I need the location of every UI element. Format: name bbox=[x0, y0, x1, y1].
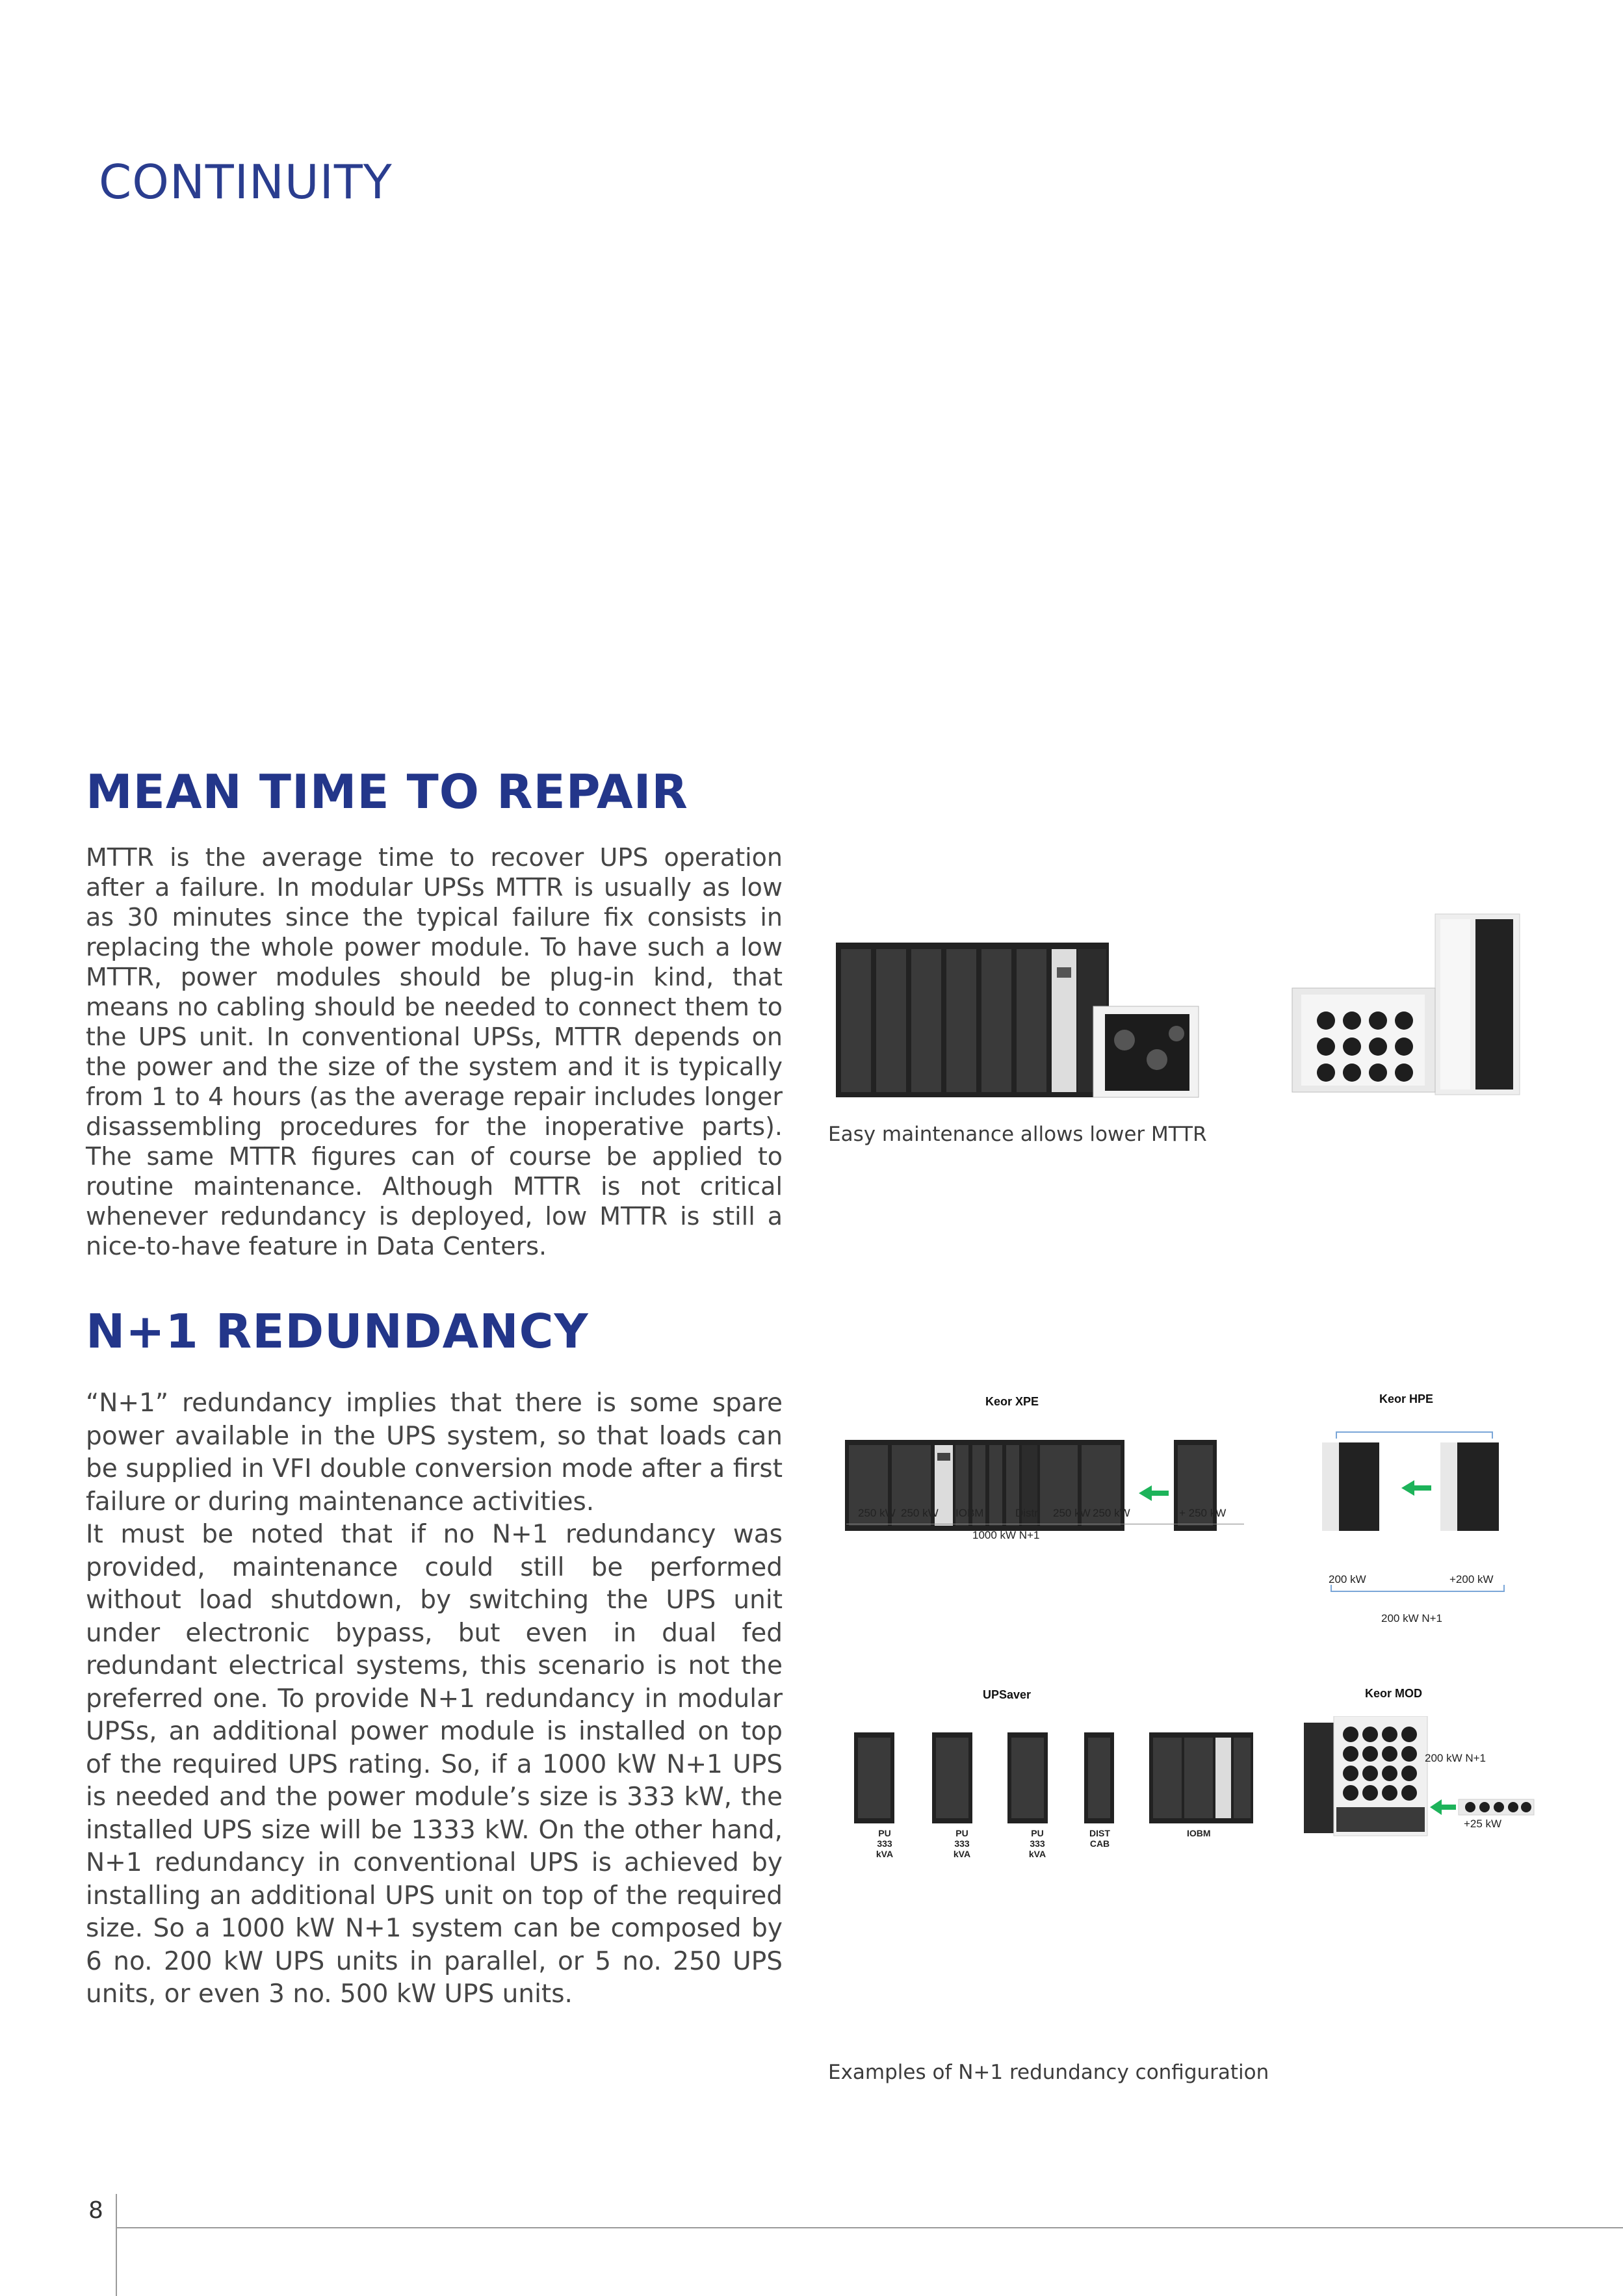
hpe-right-label: +200 kW bbox=[1449, 1573, 1494, 1585]
upsaver-cabinets bbox=[851, 1732, 1267, 1827]
xpe-total: 1000 kW N+1 bbox=[972, 1529, 1040, 1541]
pu-rating: 333 kVA bbox=[876, 1838, 894, 1859]
xpe-cabinet-image bbox=[836, 943, 1109, 1097]
pu-label: PU bbox=[1031, 1828, 1044, 1838]
mttr-body bbox=[86, 842, 783, 1261]
power-module-inset-image bbox=[1093, 1006, 1199, 1097]
redundancy-paragraph-2: It must be noted that if no N+1 redundancy was provided, maintenance could still be performed without load shutdown, by switching the UPS unit under electronic bypass, but even in dual fed redundant electrical systems, this scenario is not the preferred one. To provide N+1 redundancy in modular UPSs, an additional power module is installed on top of the required UPS rating. So, if a 1000 kW N+1 UPS is needed and the power module’s size is 333 kW, the installed UPS size will be 1333 kW. On the other hand, N+1 redundancy in conventional UPS is achieved by installing an additional UPS unit on top of the required size. So a 1000 kW N+1 system can be composed by 6 no. 200 kW UPS units in parallel, or 5 no. 250 UPS units, or even 3 no. 500 kW UPS units. bbox=[86, 1520, 783, 2009]
upsaver-pu-1 bbox=[868, 1828, 901, 1859]
mod-title: Keor MOD bbox=[1365, 1687, 1423, 1700]
upsaver-title: UPSaver bbox=[983, 1688, 1032, 1701]
xpe-label-1: 250 kW bbox=[858, 1507, 896, 1519]
xpe-label-distr: Distr. bbox=[1015, 1507, 1041, 1519]
upsaver-dist bbox=[1087, 1828, 1113, 1849]
green-arrow-icon bbox=[1430, 1799, 1456, 1815]
mod-total: 200 kW N+1 bbox=[1425, 1752, 1487, 1764]
cab-label: CAB bbox=[1089, 1838, 1110, 1849]
hpe-left-label: 200 kW bbox=[1329, 1573, 1366, 1585]
hpe-cabinets bbox=[1317, 1420, 1512, 1534]
mttr-product-photos bbox=[832, 910, 1527, 1105]
upsaver-pu-3 bbox=[1021, 1828, 1054, 1859]
hpe-total: 200 kW N+1 bbox=[1381, 1612, 1443, 1624]
dist-label: DIST bbox=[1089, 1828, 1110, 1838]
green-arrow-icon bbox=[1139, 1485, 1169, 1501]
footer-horizontal-rule bbox=[116, 2227, 1623, 2228]
xpe-label-2: 250 kW bbox=[901, 1507, 939, 1519]
redundancy-heading: N+1 REDUNDANCY bbox=[86, 1304, 589, 1359]
xpe-label-iobm: IOBM bbox=[955, 1507, 984, 1519]
xpe-label-3: 250 kW bbox=[1053, 1507, 1091, 1519]
pu-rating: 333 kVA bbox=[1028, 1838, 1046, 1859]
mod-cabinet bbox=[1303, 1716, 1550, 1840]
mttr-caption: Easy maintenance allows lower MTTR bbox=[828, 1123, 1207, 1146]
redundancy-body bbox=[86, 1387, 783, 2011]
xpe-cabinets bbox=[845, 1440, 1254, 1534]
mttr-paragraph: MTTR is the average time to recover UPS operation after a failure. In modular UPSs MTTR is usually as low as 30 minutes since the typical failure fix consists in replacing the whole power module. To have such a low MTTR, power modules should be plug-in kind, that means no cabling should be needed to connect them to the UPS unit. In conventional UPSs, MTTR depends on the power and the size of the system and it is typically from 1 to 4 hours (as the average repair includes longer disassembling procedures for the inoperative parts). The same MTTR figures can of course be applied to routine maintenance. Although MTTR is not critical whenever redundancy is deployed, low MTTR is still a nice-to-have feature in Data Centers. bbox=[86, 843, 783, 1260]
hpe-cabinet-image bbox=[1292, 914, 1520, 1095]
page-number: 8 bbox=[88, 2197, 103, 2224]
green-arrow-icon bbox=[1401, 1480, 1431, 1496]
redundancy-paragraph-1: “N+1” redundancy implies that there is some spare power available in the UPS system, so that loads can be supplied in VFI double conversion mode after a first failure or during maintenance activities. bbox=[86, 1389, 783, 1517]
hpe-bracket bbox=[1330, 1584, 1505, 1598]
mod-module-label: +25 kW bbox=[1464, 1818, 1502, 1830]
xpe-label-4: 250 kW bbox=[1093, 1507, 1130, 1519]
xpe-title: Keor XPE bbox=[985, 1395, 1039, 1408]
mttr-heading: MEAN TIME TO REPAIR bbox=[86, 764, 688, 819]
redundancy-diagram bbox=[832, 1385, 1553, 1918]
hpe-title: Keor HPE bbox=[1379, 1392, 1434, 1405]
xpe-label-extra: + 250 kW bbox=[1179, 1507, 1227, 1519]
upsaver-pu-2 bbox=[946, 1828, 978, 1859]
footer-vertical-rule bbox=[116, 2194, 117, 2296]
pu-label: PU bbox=[878, 1828, 891, 1838]
pu-rating: 333 kVA bbox=[953, 1838, 971, 1859]
pu-label: PU bbox=[955, 1828, 968, 1838]
redundancy-caption: Examples of N+1 redundancy configuration bbox=[828, 2061, 1269, 2084]
section-label: CONTINUITY bbox=[99, 155, 393, 209]
upsaver-iobm: IOBM bbox=[1187, 1828, 1211, 1838]
